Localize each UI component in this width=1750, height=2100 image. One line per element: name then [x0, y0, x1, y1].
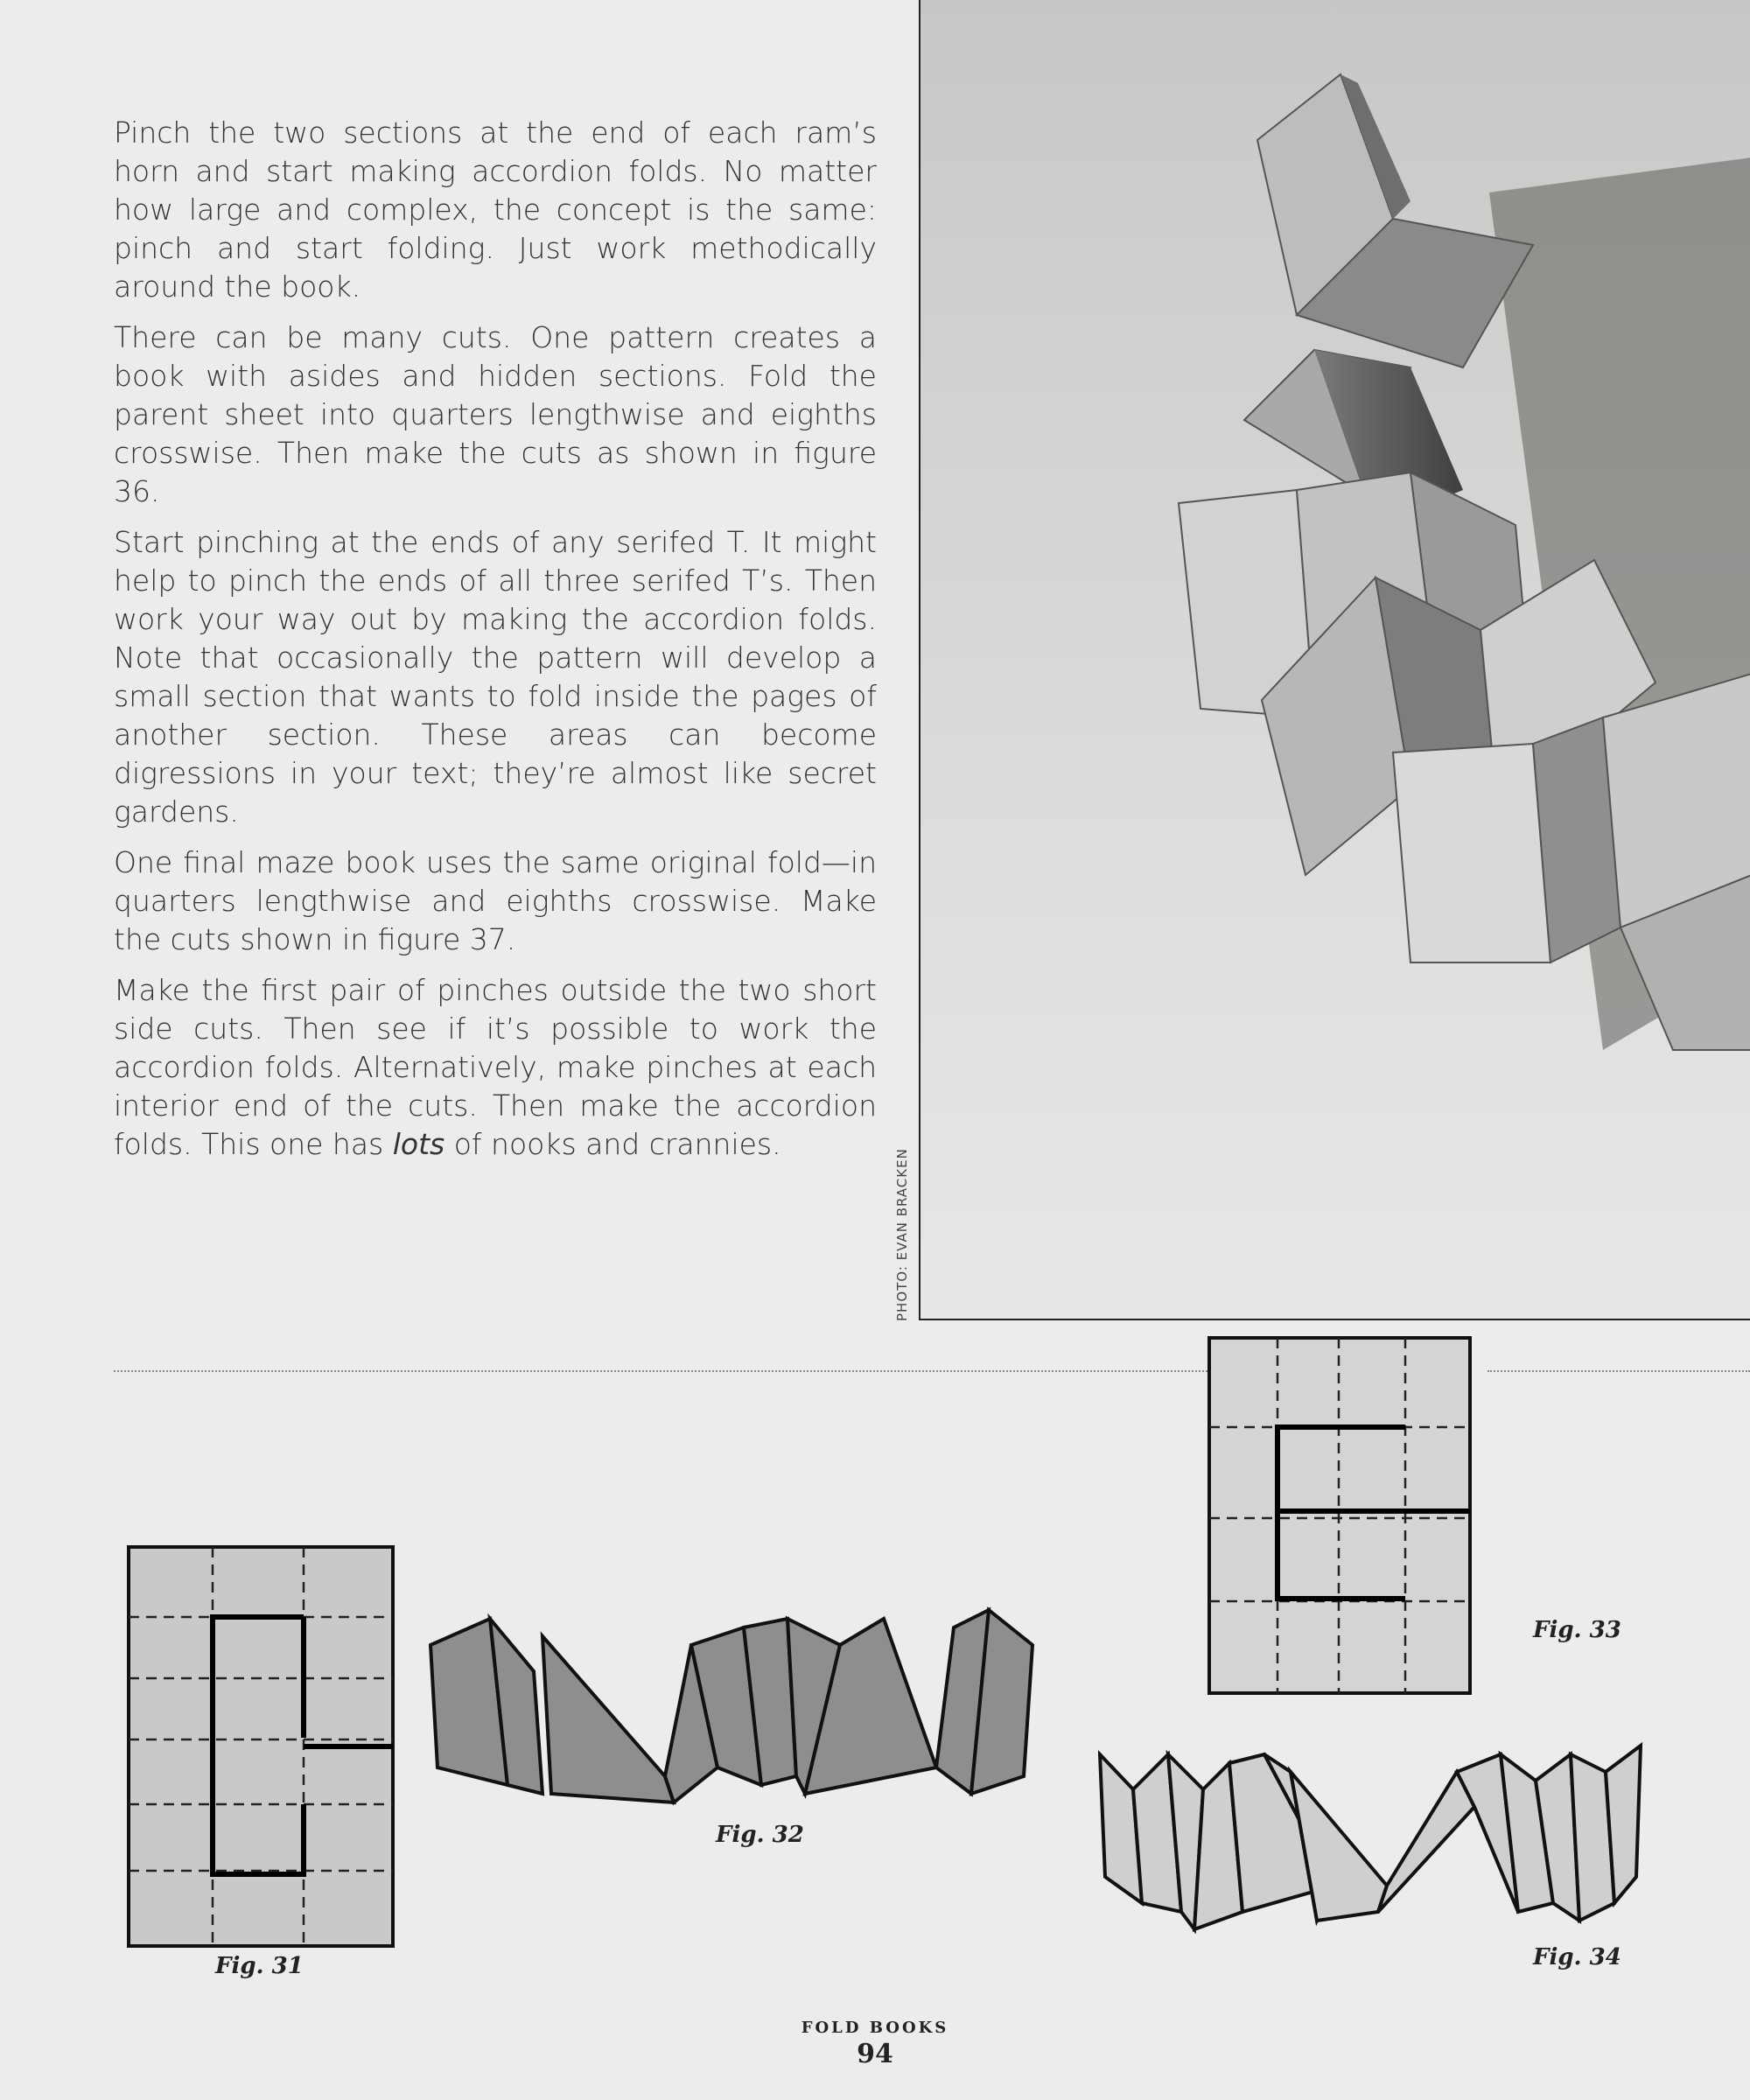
paragraph-3: Start pinching at the ends of any serifed T. It might help to pinch the ends of all three serifed T’s. Then work your way out by making the accordion folds. Note that occasionally the pattern will develop a small section that wants to fold inside the pages of another section. These areas can become digressions in your text; they’re almost like secret gardens.	[114, 525, 877, 829]
paragraph-5-start: Make the first pair of pinches outside the two short side cuts. Then see if it’s possible to work the accordion folds. Alternatively, make pinches at each interior end of the cuts. Then make the accordion folds. This one has	[114, 973, 877, 1161]
fig-31-diagram	[127, 1545, 395, 1948]
fig-33-diagram	[1208, 1336, 1472, 1695]
fig-32-diagram	[429, 1592, 1041, 1829]
dotted-divider-right	[1488, 1370, 1750, 1372]
paragraph-2: There can be many cuts. One pattern creates a book with asides and hidden sections. Fold the parent sheet into quarters lengthwise and eighths crosswise. Then make the cuts as shown in figure 36.	[114, 320, 877, 508]
paragraph-5-emphasis: lots	[392, 1127, 445, 1161]
paragraph-5	[114, 971, 877, 1164]
paragraph-5-end: of nooks and crannies.	[444, 1127, 781, 1161]
paragraph-4: One final maze book uses the same original fold—in quarters lengthwise and eighths crosswise. Make the cuts shown in figure 37.	[114, 845, 877, 956]
fig-34-diagram	[1098, 1737, 1645, 1938]
fig-31-caption: Fig. 31	[215, 1953, 304, 1979]
photo-credit: PHOTO: EVAN BRACKEN	[894, 1148, 910, 1321]
fig-33-caption: Fig. 33	[1533, 1617, 1621, 1643]
paragraph-1: Pinch the two sections at the end of each ram’s horn and start making accordion folds. No matter how large and complex, the concept is the same: pinch and start folding. Just work methodically around the book.	[114, 116, 877, 304]
running-footer-title: FOLD BOOKS	[801, 2019, 949, 2037]
fig-32-caption: Fig. 32	[716, 1822, 804, 1848]
page-number: 94	[857, 2039, 893, 2069]
maze-book-illustration	[920, 0, 1750, 1319]
fig-34-caption: Fig. 34	[1533, 1944, 1621, 1970]
body-text	[114, 114, 877, 1176]
maze-book-photo	[919, 0, 1750, 1320]
dotted-divider-left	[114, 1370, 1208, 1372]
